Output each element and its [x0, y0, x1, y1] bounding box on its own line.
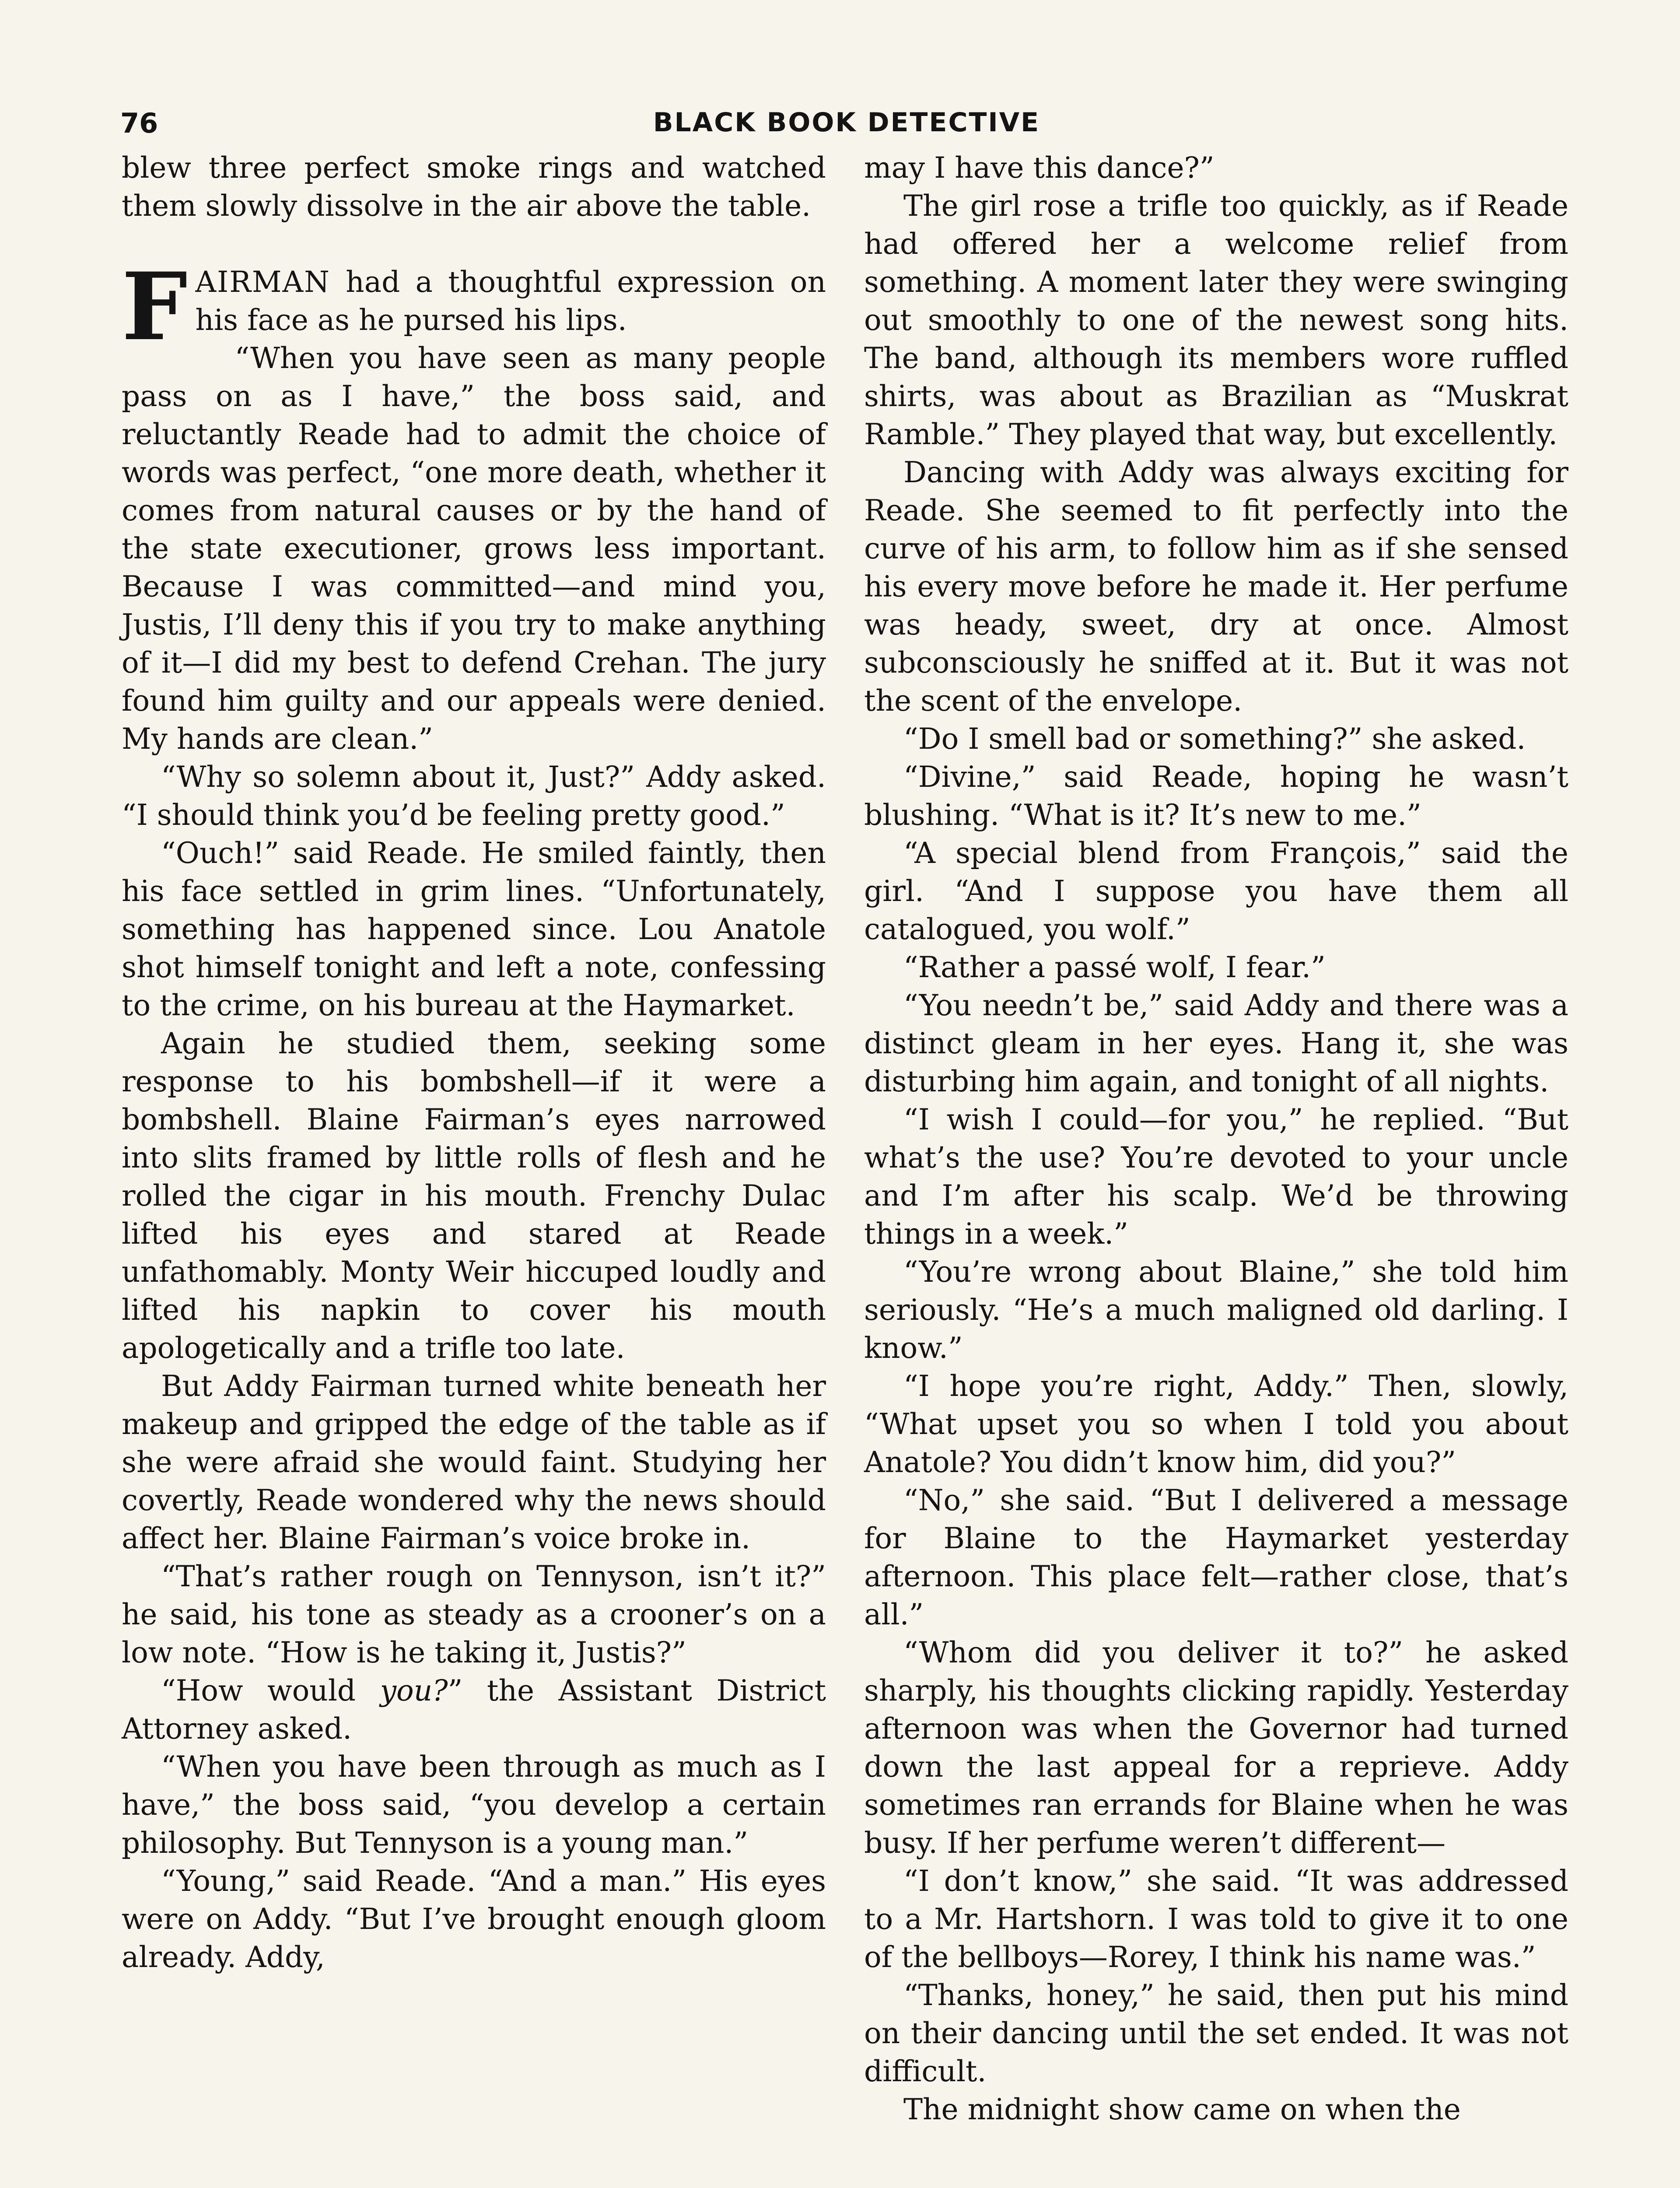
paragraph: “You needn’t be,” said Addy and there was a distinct gleam in her eyes. Hang it, she was disturbing him again, and tonight of all nights. — [864, 989, 1568, 1098]
paragraph: “That’s rather rough on Tennyson, isn’t it?” he said, his tone as steady as a crooner’s on a low note. “How is he taking it, Justis?” — [122, 1560, 826, 1669]
paragraph: may I have this dance?” — [864, 151, 1214, 185]
italic-word: you? — [380, 1674, 448, 1708]
paragraph: “I don’t know,” she said. “It was addressed to a Mr. Hartshorn. I was told to give it to one of the bellboys—Rorey, I think his name was.” — [864, 1864, 1568, 1974]
page-header — [120, 107, 1573, 147]
paragraph: “Young,” said Reade. “And a man.” His eyes were on Addy. “But I’ve brought enough gloom already. Addy, — [122, 1864, 826, 1974]
paragraph: “I wish I could—for you,” he replied. “But what’s the use? You’re devoted to your uncle and I’m after his scalp. We’d be throwing things in a week.” — [864, 1103, 1568, 1251]
paragraph: The midnight show came on when the — [903, 2093, 1461, 2126]
paragraph: Again he studied them, seeking some response to his bombshell—if it were a bombshell. Blaine Fairman’s eyes narrowed into slits framed by little rolls of flesh and he rolled the cigar in his mouth. Frenchy Dulac lifted his eyes and stared at Reade unfathomably. Monty Weir hiccuped loudly and lifted his napkin to cover his mouth apologetically and a trifle too late. — [122, 1027, 826, 1365]
magazine-title: BLACK BOOK DETECTIVE — [653, 107, 1040, 138]
page-number: 76 — [120, 107, 158, 139]
paragraph: “When you have been through as much as I have,” the boss said, “you develop a certain philosophy. But Tennyson is a young man.” — [122, 1750, 826, 1860]
paragraph: “When you have seen as many people pass on as I have,” the boss said, and reluctantly Reade had to admit the choice of words was perfect, “one more death, whether it comes from natural causes or by the hand of the state executioner, grows less important. Because I was committed—and mind you, Justis, I’ll deny this if you try to make anything of it—I did my best to defend Crehan. The jury found him guilty and our appeals were denied. My hands are clean.” — [122, 341, 826, 756]
paragraph: But Addy Fairman turned white beneath her makeup and gripped the edge of the table as if she were afraid she would faint. Studying her covertly, Reade wondered why the news should affect her. Blaine Fairman’s voice broke in. — [122, 1369, 826, 1555]
lead-word: AIRMAN — [195, 265, 330, 299]
paragraph: “Why so solemn about it, Just?” Addy asked. “I should think you’d be feeling pretty good.” — [122, 760, 826, 832]
paragraph: “A special blend from François,” said the girl. “And I suppose you have them all catalogued, you wolf.” — [864, 836, 1568, 946]
paragraph: blew three perfect smoke rings and watched them slowly dissolve in the air above the table. — [122, 151, 826, 223]
drop-cap: F — [122, 252, 188, 361]
paragraph — [122, 1672, 826, 1748]
paragraph: “Ouch!” said Reade. He smiled faintly, then his face settled in grim lines. “Unfortunately, something has happened since. Lou Anatole shot himself tonight and left a note, confessing to the crime, on his bureau at the Haymarket. — [122, 836, 826, 1022]
paragraph: “Do I smell bad or something?” she asked. — [903, 722, 1526, 756]
paragraph: “Divine,” said Reade, hoping he wasn’t blushing. “What is it? It’s new to me.” — [864, 760, 1568, 832]
paragraph: “No,” she said. “But I delivered a message for Blaine to the Haymarket yesterday afternoon. This place felt—rather close, that’s all.” — [864, 1483, 1568, 1631]
paragraph: “I hope you’re right, Addy.” Then, slowly, “What upset you so when I told you about Anatole? You didn’t know him, did you?” — [864, 1369, 1568, 1479]
paragraph: Dancing with Addy was always exciting for Reade. She seemed to fit perfectly into the curve of his arm, to follow him as if she sensed his every move before he made it. Her perfume was heady, sweet, dry at once. Almost subconsciously he sniffed at it. But it was not the scent of the envelope. — [864, 456, 1568, 718]
paragraph: “Whom did you deliver it to?” he asked sharply, his thoughts clicking rapidly. Yesterday afternoon was when the Governor had turned down the last appeal for a reprieve. Addy sometimes ran errands for Blaine when he was busy. If her perfume weren’t different— — [864, 1636, 1568, 1860]
right-column — [864, 149, 1568, 2128]
paragraph: “Rather a passé wolf, I fear.” — [903, 950, 1326, 984]
left-column — [122, 149, 826, 1976]
section-start-paragraph — [122, 252, 826, 361]
paragraph: “You’re wrong about Blaine,” she told him seriously. “He’s a much maligned old darling. I know.” — [864, 1255, 1568, 1365]
paragraph-text: had a thoughtful expression on his face as he pursed his lips. — [195, 265, 826, 337]
paragraph-text: ” the Assistant District Attorney asked. — [122, 1674, 826, 1746]
paragraph: The girl rose a trifle too quickly, as if Reade had offered her a welcome relief from something. A moment later they were swinging out smoothly to one of the newest song hits. The band, although its members wore ruffled shirts, was about as Brazilian as “Muskrat Ramble.” They played that way, but excellently. — [864, 189, 1568, 451]
paragraph: “Thanks, honey,” he said, then put his mind on their dancing until the set ended. It was not difficult. — [864, 1978, 1568, 2088]
paragraph-text: “How would — [161, 1674, 380, 1708]
